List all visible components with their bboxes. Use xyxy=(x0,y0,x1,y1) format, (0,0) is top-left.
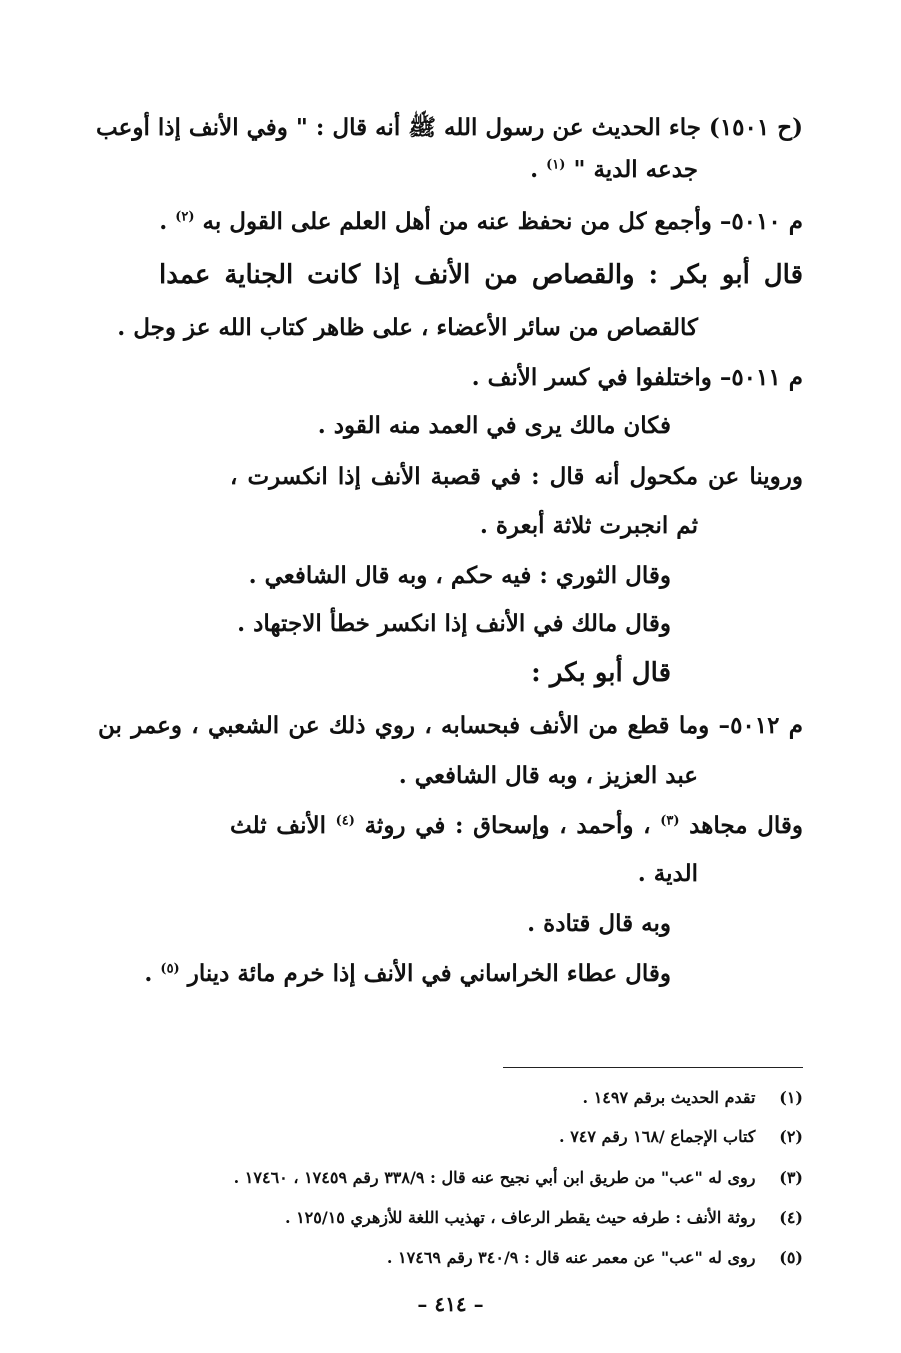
footnote-1-number: (١) xyxy=(779,1088,803,1107)
footnote-5-text: روى له "عب" عن معمر عنه قال : ٣٤٠/٩ رقم ١٧٤٦٩ . xyxy=(386,1248,756,1267)
masala-5012-line-1 xyxy=(98,714,803,737)
footnote-3-text: روى له "عب" من طريق ابن أبي نجيح عنه قال : ٣٣٨/٩ رقم ١٧٤٥٩ ، ١٧٤٦٠ . xyxy=(233,1168,756,1187)
footnote-4-text: روثة الأنف : طرفه حيث يقطر الرعاف ، تهذيب اللغة للأزهري ١٢٥/١٥ . xyxy=(284,1208,756,1227)
footnote-1 xyxy=(583,1090,803,1106)
masala-5011 xyxy=(472,366,803,389)
abubakr-comment-1-text-2: كالقصاص من سائر الأعضاء ، على ظاهر كتاب الله عز وجل . xyxy=(117,314,698,341)
mujahid-opinion-end: الأنف ثلث xyxy=(230,812,336,839)
makhul-report-text-2: ثم انجبرت ثلاثة أبعرة . xyxy=(479,512,698,539)
footnote-5 xyxy=(387,1250,803,1266)
hadith-1501-line-1 xyxy=(98,116,803,139)
malik-opinion-2-text: وقال مالك في الأنف إذا انكسر خطأ الاجتهاد . xyxy=(237,610,671,637)
mujahid-opinion-text-2: الدية . xyxy=(637,860,698,887)
makhul-report-text-1: وروينا عن مكحول أنه قال : في قصبة الأنف إذا انكسرت ، xyxy=(230,463,803,490)
abubakr-comment-2-heading xyxy=(531,660,671,686)
footnote-ref-1[interactable]: (١) xyxy=(546,157,566,173)
ata-opinion xyxy=(144,962,671,985)
abubakr-comment-1-text-1: قال أبو بكر : والقصاص من الأنف إذا كانت الجناية عمدا xyxy=(159,260,803,290)
footnote-2-text: كتاب الإجماع /١٦٨ رقم ٧٤٧ . xyxy=(559,1127,756,1146)
footnote-2-number: (٢) xyxy=(779,1127,803,1146)
footnote-separator xyxy=(503,1067,803,1068)
footnote-ref-3[interactable]: (٣) xyxy=(660,813,680,829)
mujahid-opinion-line-2 xyxy=(638,862,698,885)
hadith-1501-line-2 xyxy=(530,158,698,181)
hadith-1501-text-1: (ح ١٥٠١) جاء الحديث عن رسول الله ﷺ أنه قال : " وفي الأنف إذا أوعب xyxy=(96,114,803,141)
malik-opinion-1 xyxy=(318,414,671,437)
page-number: – ٤١٤ – xyxy=(417,1292,484,1316)
ata-opinion-text: وقال عطاء الخراساني في الأنف إذا خرم مائة دينار xyxy=(187,960,671,987)
masala-5011-text: م ٥٠١١– واختلفوا في كسر الأنف . xyxy=(471,364,803,391)
makhul-report-line-1 xyxy=(230,465,803,488)
masala-5012-line-2 xyxy=(399,764,698,787)
masala-5010-end: . xyxy=(159,208,176,235)
malik-opinion-2 xyxy=(237,612,671,635)
footnote-4-number: (٤) xyxy=(779,1208,803,1227)
footnote-ref-4[interactable]: (٤) xyxy=(335,813,355,829)
footnote-ref-2[interactable]: (٢) xyxy=(175,209,195,225)
abubakr-comment-2-text: قال أبو بكر : xyxy=(531,658,671,688)
footnote-1-text: تقدم الحديث برقم ١٤٩٧ . xyxy=(582,1088,756,1107)
masala-5012-text-2: عبد العزيز ، وبه قال الشافعي . xyxy=(398,762,698,789)
mujahid-opinion-mid: ، وأحمد ، وإسحاق : في روثة xyxy=(354,812,661,839)
ata-opinion-end: . xyxy=(144,960,161,987)
footnote-3 xyxy=(234,1170,803,1186)
qatada-opinion xyxy=(527,912,671,935)
hadith-1501-text-2: جدعه الدية " xyxy=(573,156,698,183)
footnote-5-number: (٥) xyxy=(779,1248,803,1267)
malik-opinion-1-text: فكان مالك يرى في العمد منه القود . xyxy=(317,412,671,439)
abubakr-comment-1-line-2 xyxy=(117,316,698,339)
mujahid-opinion-text-1: وقال مجاهد xyxy=(689,812,803,839)
makhul-report-line-2 xyxy=(480,514,698,537)
footnote-2 xyxy=(559,1129,803,1145)
footnote-3-number: (٣) xyxy=(779,1168,803,1187)
thawri-opinion xyxy=(249,564,671,587)
mujahid-opinion-line-1 xyxy=(230,814,803,837)
masala-5012-text-1: م ٥٠١٢– وما قطع من الأنف فبحسابه ، روي ذلك عن الشعبي ، وعمر بن xyxy=(98,712,804,739)
qatada-opinion-text: وبه قال قتادة . xyxy=(527,910,671,937)
masala-5010 xyxy=(159,210,803,233)
masala-5010-text: م ٥٠١٠– وأجمع كل من نحفظ عنه من أهل العلم على القول به xyxy=(202,208,803,235)
thawri-opinion-text: وقال الثوري : فيه حكم ، وبه قال الشافعي . xyxy=(248,562,671,589)
hadith-1501-end: . xyxy=(530,156,547,183)
abubakr-comment-1-line-1 xyxy=(159,262,803,288)
footnote-4 xyxy=(285,1210,803,1226)
footnote-ref-5[interactable]: (٥) xyxy=(160,961,180,977)
